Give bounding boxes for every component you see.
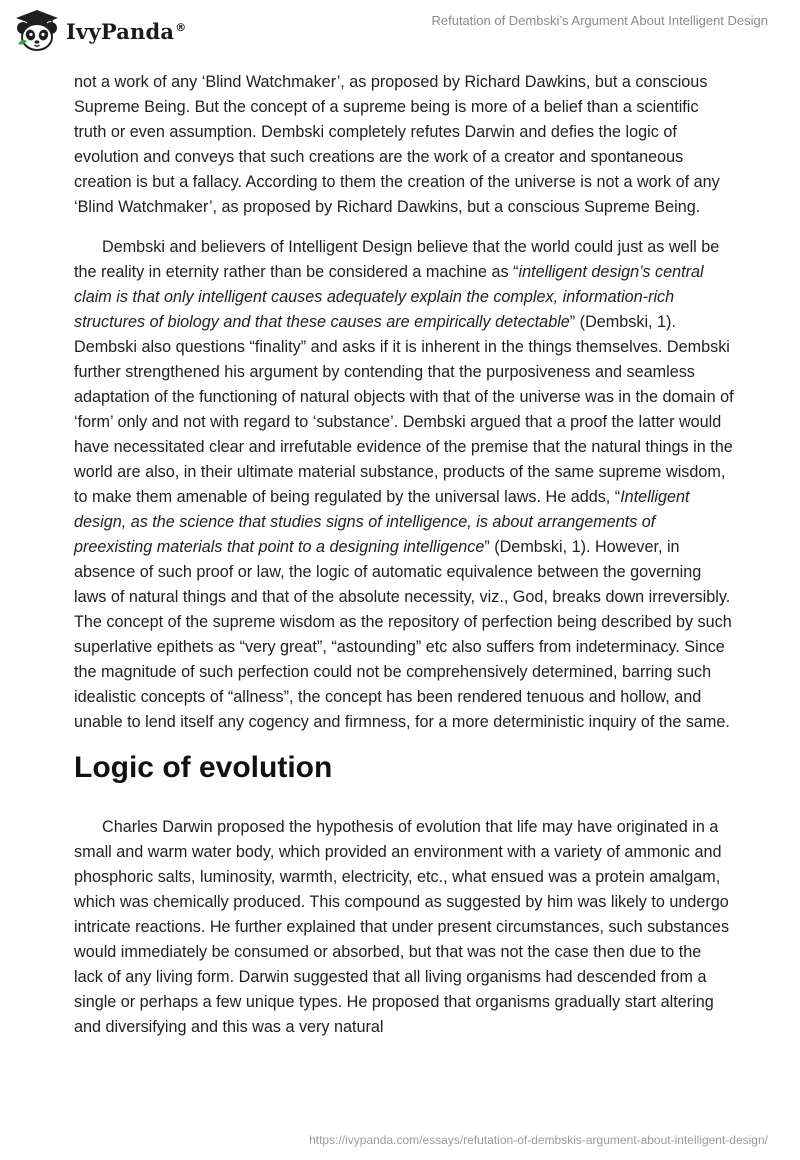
- quote-dembski-science-definition: Intelligent design, as the science that studies signs of intelligence, is about arrangements of preexisting materials that point to a designing intelligence: [74, 488, 690, 556]
- registered-mark: ®: [175, 20, 187, 34]
- ivypanda-logo[interactable]: [14, 8, 186, 52]
- paragraph-2-text-b: ” (Dembski, 1). Dembski also questions “finality” and asks if it is inherent in the things themselves. Dembski further strengthened his argument by contending that the purposiveness and seamless adaptation of the functioning of natural objects with that of the universe was in the domain of ‘form’ only and not with regard to ‘substance’. Dembski argued that a proof the latter would have necessitated clear and irrefutable evidence of the premise that the natural things in the world are also, in their ultimate material substance, products of the same supreme wisdom, to make them amenable of being regulated by the universal laws. He adds, “: [74, 313, 734, 506]
- section-heading: Logic of evolution: [74, 751, 333, 784]
- quote-dembski-central-claim: intelligent design’s central claim is that only intelligent causes adequately explain the complex, information-rich structures of biology and that these causes are empirically detectable: [74, 263, 704, 331]
- paragraph-gap: [74, 220, 734, 235]
- page-header: [0, 0, 800, 60]
- paragraph-2: [74, 235, 734, 735]
- paragraph-2-text-c: ” (Dembski, 1). However, in absence of such proof or law, the logic of automatic equivalence between the governing laws of natural things and that of the absolute necessity, viz., God, breaks down irreversibly. The concept of the supreme wisdom as the repository of perfection being described by such superlative epithets as “very great”, “astounding” etc also suffers from indeterminacy. Since the magnitude of such perfection could not be comprehensively determined, barring such idealistic concepts of “allness”, the concept has been rendered tenuous and hollow, and unable to lend itself any cogency and firmness, for a more deterministic inquiry of the same.: [74, 538, 732, 731]
- paragraph-3: Charles Darwin proposed the hypothesis of evolution that life may have originated in a small and warm water body, which provided an environment with a variety of ammonic and phosphoric salts, luminosity, warmth, electricity, etc., what ensued was a protein amalgam, which was chemically produced. This compound as suggested by him was likely to undergo intricate reactions. He further explained that under present circumstances, such substances would immediately be consumed or absorbed, but that was not the case then due to the lack of any living form. Darwin suggested that all living organisms had descended from a single or perhaps a few unique types. He proposed that organisms gradually start altering and diversifying and this was a very natural: [74, 818, 730, 1036]
- essay-body: [74, 70, 734, 1040]
- paragraph-2-text-a: Dembski and believers of Intelligent Design believe that the world could just as well be the reality in eternity rather than be considered a machine as “: [74, 238, 720, 281]
- paragraph-1: not a work of any ‘Blind Watchmaker’, as proposed by Richard Dawkins, but a conscious Supreme Being. But the concept of a supreme being is more of a belief than a scientific truth or even assumption. Dembski completely refutes Darwin and defies the logic of evolution and conveys that such creations are the work of a creator and spontaneous creation is but a fallacy. According to them the creation of the universe is not a work of any ‘Blind Watchmaker’, as proposed by Richard Dawkins, but a conscious Supreme Being.: [74, 73, 720, 216]
- brand-name: IvyPanda®: [66, 18, 187, 44]
- source-url[interactable]: https://ivypanda.com/essays/refutation-of-dembskis-argument-about-intelligent-design/: [309, 1133, 768, 1147]
- panda-graduate-icon: [14, 8, 60, 52]
- document-title: Refutation of Dembski’s Argument About Intelligent Design: [431, 13, 768, 28]
